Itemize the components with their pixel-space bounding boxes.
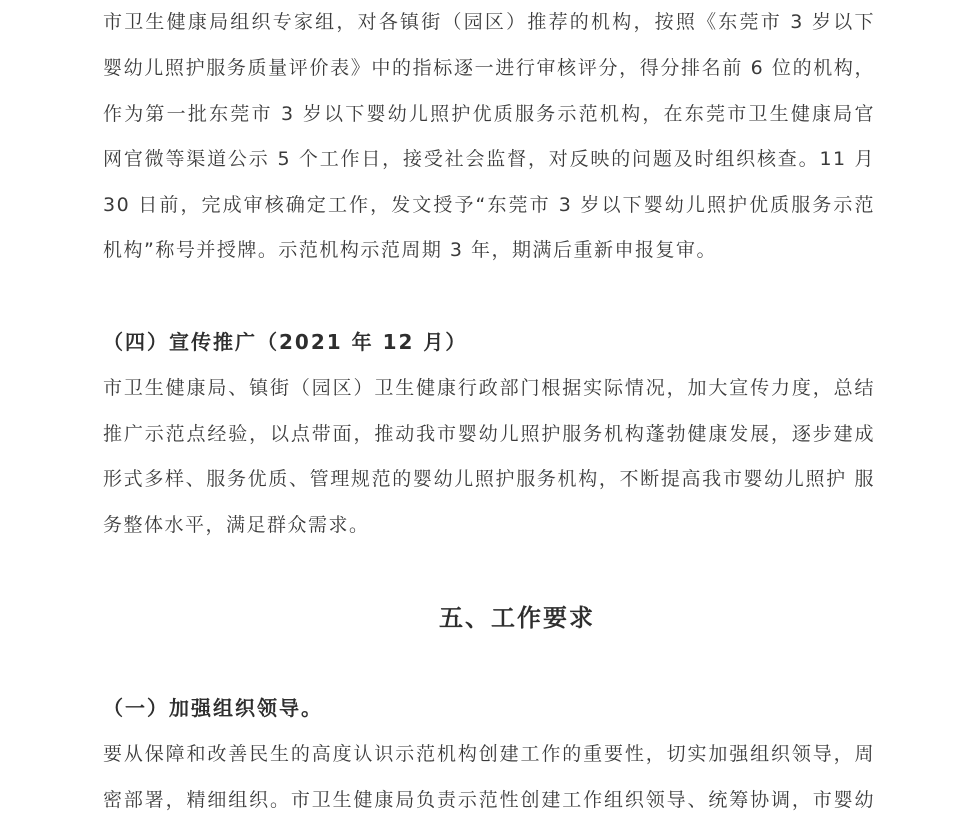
review-paragraph-line-4: 网官微等渠道公示 5 个工作日，接受社会监督，对反映的问题及时组织核查。11 月 <box>103 148 875 170</box>
promotion-paragraph-line-1: 市卫生健康局、镇街（园区）卫生健康行政部门根据实际情况，加大宣传力度，总结 <box>103 377 875 399</box>
review-paragraph-line-1: 市卫生健康局组织专家组，对各镇街（园区）推荐的机构，按照《东莞市 3 岁以下 <box>103 11 875 33</box>
promotion-paragraph-line-2: 推广示范点经验，以点带面，推动我市婴幼儿照护服务机构蓬勃健康发展，逐步建成 <box>103 423 875 445</box>
leadership-paragraph-line-1: 要从保障和改善民生的高度认识示范机构创建工作的重要性，切实加强组织领导，周 <box>103 743 875 765</box>
review-paragraph-line-6: 机构”称号并授牌。示范机构示范周期 3 年，期满后重新申报复审。 <box>103 239 718 261</box>
review-paragraph-line-5: 30 日前，完成审核确定工作，发文授予“东莞市 3 岁以下婴幼儿照护优质服务示范 <box>103 194 875 216</box>
promotion-paragraph-line-3: 形式多样、服务优质、管理规范的婴幼儿照护服务机构，不断提高我市婴幼儿照护 服 <box>103 468 875 490</box>
review-paragraph-line-3: 作为第一批东莞市 3 岁以下婴幼儿照护优质服务示范机构，在东莞市卫生健康局官 <box>103 103 875 125</box>
promotion-paragraph-line-4: 务整体水平，满足群众需求。 <box>103 514 370 536</box>
review-paragraph-line-2: 婴幼儿照护服务质量评价表》中的指标逐一进行审核评分，得分排名前 6 位的机构， <box>103 57 875 79</box>
leadership-paragraph-line-2: 密部署，精细组织。市卫生健康局负责示范性创建工作组织领导、统筹协调，市婴幼 <box>103 789 875 811</box>
section-five-title: 五、工作要求 <box>439 604 595 632</box>
leadership-heading: （一）加强组织领导。 <box>103 696 323 720</box>
promotion-heading: （四）宣传推广（2021 年 12 月） <box>103 330 468 354</box>
